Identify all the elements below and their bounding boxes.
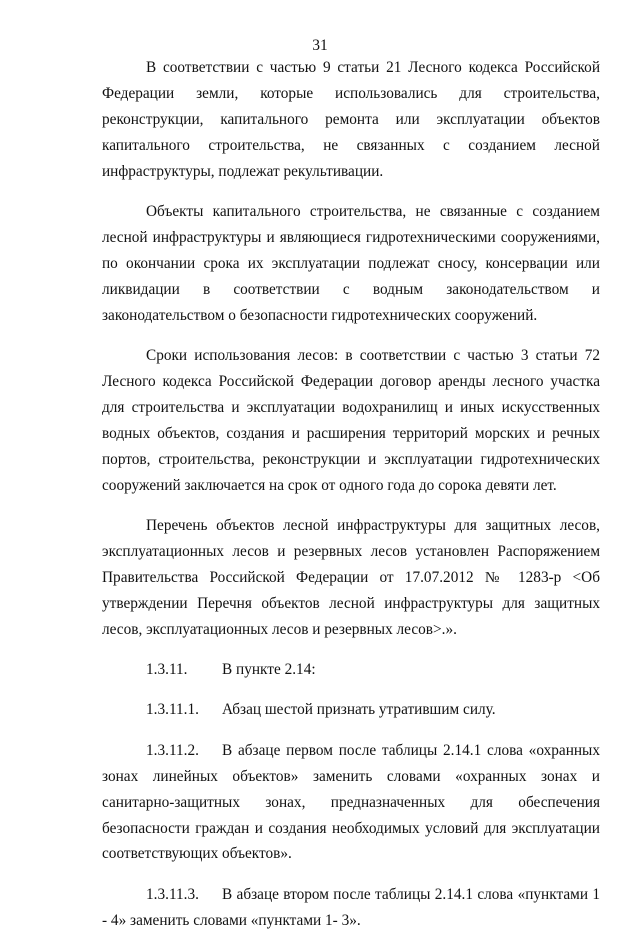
item-text: В пункте 2.14: <box>222 661 316 679</box>
item-number: 1.3.11. <box>146 661 188 679</box>
item-text: В абзаце первом после таблицы 2.14.1 слова «охранных зонах линейных объектов» заменить словами «охранных зонах и санитарно-защитных зонах, предназначенных для обеспечения безопасности граждан и создания необходимых условий для эксплуатации соответствующих объектов». <box>102 741 600 863</box>
item-number: 1.3.11.2. <box>146 741 199 759</box>
paragraph-recultivation: В соответствии с частью 9 статьи 21 Лесного кодекса Российской Федерации земли, которые использовались для строительства, реконструкции, капитального ремонта или эксплуатации объектов капитального строительства, не связанных с созданием лесной инфраструктуры, подлежат рекультивации. <box>102 59 600 180</box>
list-item <box>102 657 600 683</box>
list-item <box>102 738 600 868</box>
list-item <box>102 697 600 723</box>
item-text: Абзац шестой признать утратившим силу. <box>222 701 496 719</box>
paragraph-infrastructure-list: Перечень объектов лесной инфраструктуры для защитных лесов, эксплуатационных лесов и резервных лесов установлен Распоряжением Правительства Российской Федерации от 17.07.2012 № 1283-р <Об утверждении Перечня объектов лесной инфраструктуры для защитных лесов, эксплуатационных лесов и резервных лесов>.». <box>102 517 600 638</box>
item-number: 1.3.11.1. <box>146 701 199 719</box>
paragraph-forest-use-terms: Сроки использования лесов: в соответствии с частью 3 статьи 72 Лесного кодекса Российской Федерации договор аренды лесного участка для строительства и эксплуатации водохранилищ и иных искусственных водных объектов, создания и расширения территорий морских и речных портов, строительства, реконструкции и эксплуатации гидротехнических сооружений заключается на срок от одного года до сорока девяти лет. <box>102 347 600 494</box>
item-number: 1.3.11.3. <box>146 885 199 903</box>
paragraph-hydraulic-structures: Объекты капитального строительства, не связанные с созданием лесной инфраструктуры и являющиеся гидротехническими сооружениями, по окончании срока их эксплуатации подлежат сносу, консервации или ликвидации в соответствии с водным законодательством и законодательством о безопасности гидротехнических сооружений. <box>102 203 600 324</box>
item-text: В абзаце втором после таблицы 2.14.1 слова «пунктами 1 - 4» заменить словами «пунктами 1- 3». <box>102 885 600 929</box>
list-item <box>102 882 600 934</box>
page-number: 31 <box>312 37 328 54</box>
document-body <box>102 55 600 948</box>
